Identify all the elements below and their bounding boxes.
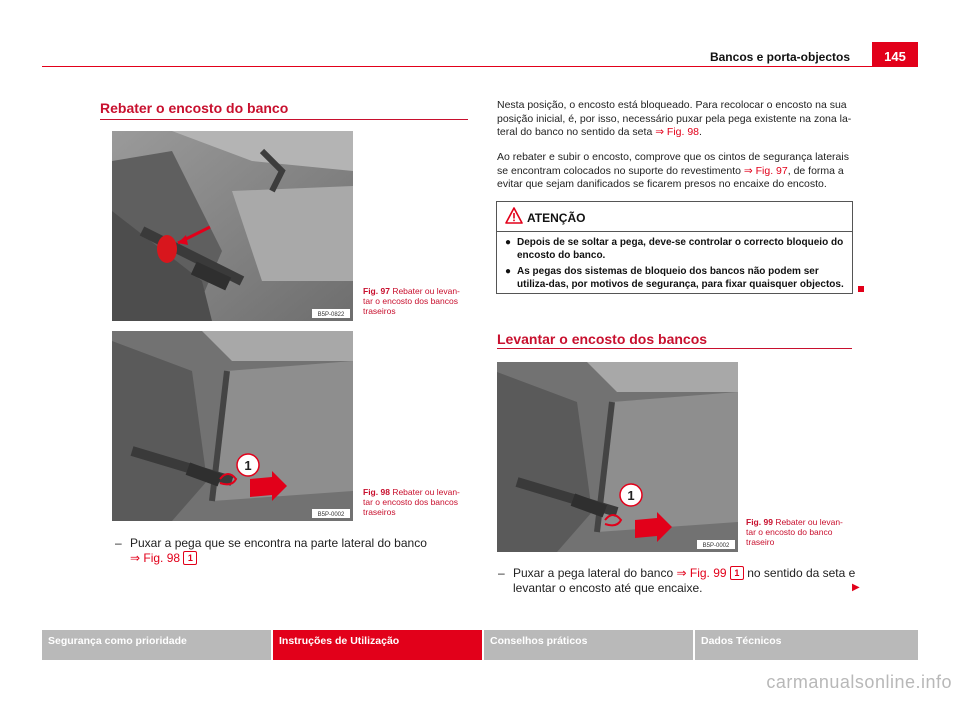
section-end-marker (858, 286, 864, 292)
footer-tab-seguranca[interactable]: Segurança como prioridade (42, 630, 271, 660)
fig-97-caption-number: Fig. 97 (363, 286, 390, 296)
fig-97-code: B5P-0822 (317, 312, 345, 318)
fig-98-photo (112, 331, 353, 521)
paragraph-2-text2: , de forma a evitar que sejam danificados se ficarem presos no encaixe do encosto. (497, 164, 844, 190)
warning-item (505, 237, 844, 262)
paragraph-1-text: Nesta posição, o encosto está bloqueado. Para recolocar o encosto na sua posição inicial, é, por isso, necessário puxar pela pega existente na zona la-teral do banco no sentido da seta (497, 99, 852, 138)
running-header-title: Bancos e porta-objectos (709, 50, 850, 64)
watermark: carmanualsonline.info (766, 672, 952, 692)
fig-98-caption (363, 487, 467, 517)
warning-header (497, 202, 852, 232)
section-rule-left (100, 119, 468, 120)
left-step-dash: – (115, 536, 122, 550)
section-title-levantar: Levantar o encosto dos bancos (497, 331, 708, 347)
right-step-text2: no sentido da seta e levantar o encosto até que encaixe. (513, 566, 856, 595)
fig-98-code: B5P-0002 (317, 512, 345, 518)
paragraph-2-fig-ref[interactable]: ⇒ Fig. 97 (743, 164, 788, 177)
warning-item-text: Depois de se soltar a pega, deve-se controlar o correcto bloqueio do encosto do banco. (517, 237, 844, 261)
fig-98-caption-number: Fig. 98 (363, 487, 390, 497)
left-step-fig-ref[interactable]: ⇒ Fig. 98 (130, 551, 181, 565)
warning-box (496, 201, 853, 294)
left-step-badge: 1 (183, 551, 197, 565)
fig-97-photo (112, 131, 353, 321)
paragraph-1 (497, 99, 852, 140)
right-step-fig-ref[interactable]: ⇒ Fig. 99 (676, 566, 727, 580)
paragraph-1-end: . (699, 126, 702, 138)
paragraph-2 (497, 151, 852, 192)
header-rule (42, 66, 918, 67)
fig-99-callout: 1 (627, 488, 635, 503)
page-number: 145 (872, 42, 918, 66)
paragraph-1-fig-ref[interactable]: ⇒ Fig. 98 (655, 126, 700, 138)
fig-98-caption-text: Rebater ou levan-tar o encosto dos bancos traseiros (363, 487, 460, 517)
continue-arrow-icon: ▶ (852, 582, 860, 593)
right-step-text: Puxar a pega lateral do banco (513, 566, 674, 580)
right-step (498, 566, 863, 596)
footer-tab-instrucoes[interactable]: Instruções de Utilização (273, 630, 482, 660)
warning-triangle-icon (505, 207, 523, 224)
right-step-badge: 1 (730, 566, 744, 580)
fig-97-caption (363, 286, 467, 316)
warning-bullet: ● (505, 237, 512, 248)
fig-99-photo (497, 362, 738, 552)
fig-99-caption-number: Fig. 99 (746, 517, 773, 527)
fig-99-caption-text: Rebater ou levan-tar o encosto do banco traseiro (746, 517, 843, 547)
warning-item (505, 266, 844, 291)
section-rule-right (497, 348, 852, 349)
fig-97-caption-text: Rebater ou levan-tar o encosto dos bancos traseiros (363, 286, 460, 316)
paragraph-2-text: Ao rebater e subir o encosto, comprove que os cintos de segurança laterais se encontram colocados no suporte do revestimento (497, 151, 849, 177)
fig-98-callout: 1 (244, 458, 252, 473)
fig-99-code: B5P-0002 (702, 543, 730, 549)
footer-tab-dados[interactable]: Dados Técnicos (695, 630, 918, 660)
left-step-text: Puxar a pega que se encontra na parte lateral do banco (130, 536, 427, 550)
warning-bullet: ● (505, 266, 512, 277)
fig-99-caption (746, 517, 852, 547)
footer-tab-conselhos[interactable]: Conselhos práticos (484, 630, 693, 660)
warning-title: ATENÇÃO (527, 211, 586, 225)
warning-item-text: As pegas dos sistemas de bloqueio dos bancos não podem ser utiliza-das, por motivos de segurança, para fixar quaisquer objectos. (517, 266, 844, 290)
right-step-dash: – (498, 566, 505, 580)
left-step (115, 536, 455, 566)
section-title-rebater: Rebater o encosto do banco (100, 100, 289, 116)
